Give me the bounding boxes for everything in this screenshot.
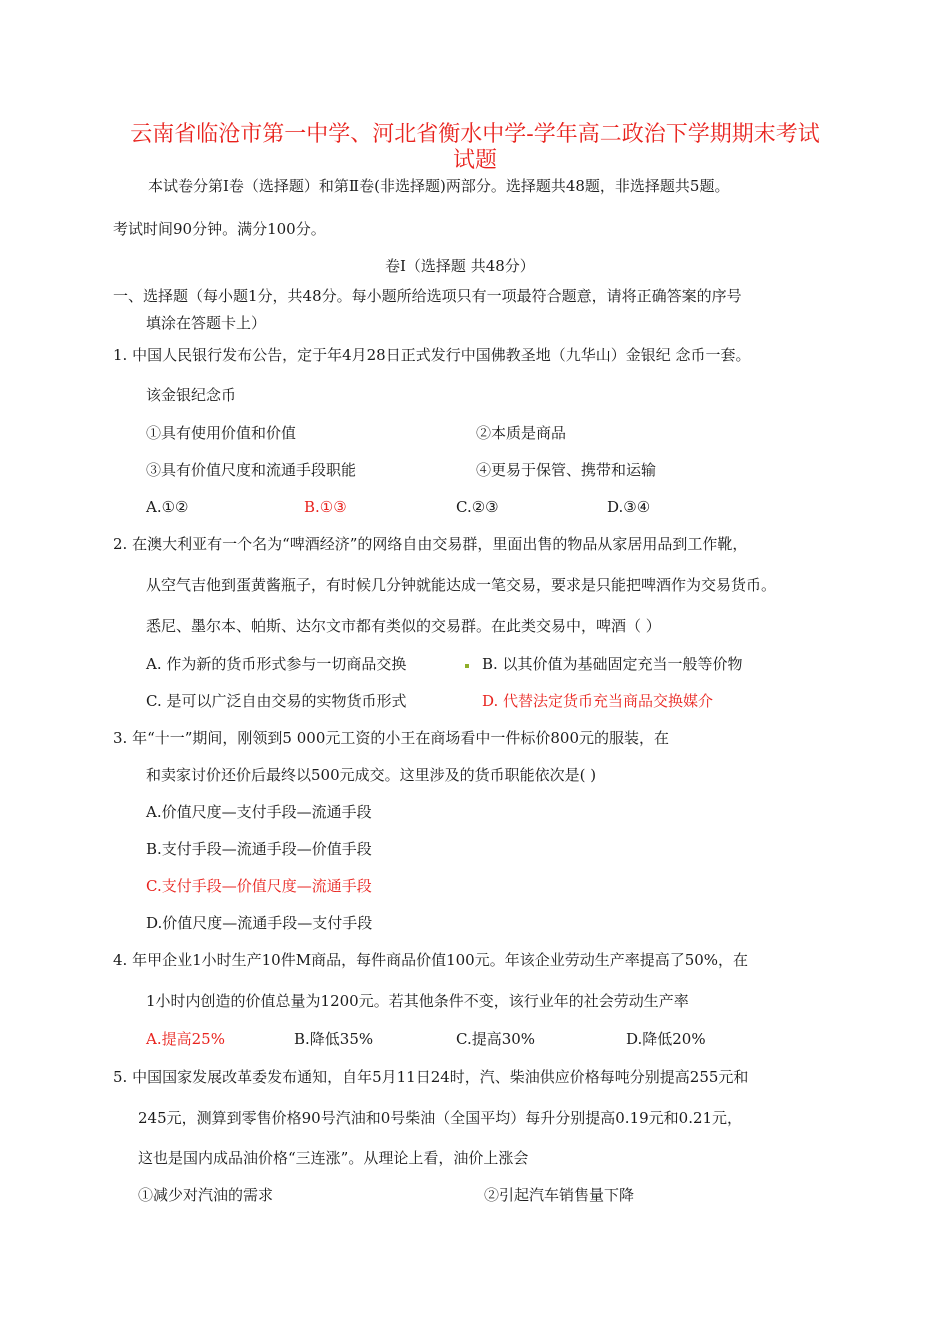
option-a: A. 作为新的货币形式参与一切商品交换 [146,655,407,673]
intro-line-2: 考试时间90分钟。满分100分。 [113,220,326,238]
statement: ③具有价值尺度和流通手段职能 [146,461,357,479]
title-line-2: 试题 [452,148,497,173]
question-text: 1小时内创造的价值总量为1200元。若其他条件不变，该行业年的社会劳动生产率 [146,992,689,1010]
question-text: 2. 在澳大利亚有一个名为“啤酒经济”的网络自由交易群，里面出售的物品从家居用品到工作靴， [113,535,748,553]
question-text: 4. 年甲企业1小时生产10件M商品，每件商品价值100元。年该企业劳动生产率提高了50%，在 [113,951,749,969]
question-text: 和卖家讨价还价后最终以500元成交。这里涉及的货币职能依次是( ) [146,766,597,784]
title-line-1: 云南省临沧市第一中学、河北省衡水中学-学年高二政治下学期期末考试 [130,122,820,147]
option-a: A.①② [146,498,189,516]
option-c: C. 是可以广泛自由交易的实物货币形式 [146,692,407,710]
intro-line-1: 本试卷分第Ⅰ卷（选择题）和第Ⅱ卷(非选择题)两部分。选择题共48题，非选择题共5题。 [148,177,730,195]
green-dot-mark [465,664,469,668]
question-text: 该金银纪念币 [146,386,237,404]
option-c: C.②③ [456,498,499,516]
option-b-answer: B.①③ [304,498,347,516]
option-b: B.降低35% [294,1030,374,1048]
question-text: 这也是国内成品油价格“三连涨”。从理论上看，油价上涨会 [138,1149,529,1167]
part-heading: 一、选择题（每小题1分，共48分。每小题所给选项只有一项最符合题意，请将正确答案的序号 [113,287,742,305]
option-b: B. 以其价值为基础固定充当一般等价物 [482,655,743,673]
statement: ④更易于保管、携带和运输 [476,461,657,479]
option-a-answer: A.提高25% [146,1030,225,1048]
statement: ①具有使用价值和价值 [146,424,297,442]
option-a: A.价值尺度—支付手段—流通手段 [146,803,372,821]
option-d: D.价值尺度—流通手段—支付手段 [146,914,373,932]
option-c: C.提高30% [456,1030,536,1048]
section-title: 卷Ⅰ（选择题 共48分） [385,257,535,275]
question-text: 3. 年“十一”期间，刚领到5 000元工资的小王在商场看中一件标价800元的服装，在 [113,729,669,747]
option-d: D.③④ [607,498,651,516]
statement: ②引起汽车销售量下降 [484,1186,635,1204]
statement: ①减少对汽油的需求 [138,1186,274,1204]
option-c-answer: C.支付手段—价值尺度—流通手段 [146,877,372,895]
part-heading-cont: 填涂在答题卡上） [146,314,267,332]
question-text: 悉尼、墨尔本、帕斯、达尔文市都有类似的交易群。在此类交易中，啤酒（ ） [146,617,661,635]
statement: ②本质是商品 [476,424,567,442]
option-b: B.支付手段—流通手段—价值手段 [146,840,372,858]
option-d-answer: D. 代替法定货币充当商品交换媒介 [482,692,714,710]
question-text: 5. 中国国家发展改革委发布通知，自年5月11日24时，汽、柴油供应价格每吨分别提高255元和 [113,1068,749,1086]
option-d: D.降低20% [626,1030,706,1048]
question-text: 1. 中国人民银行发布公告，定于年4月28日正式发行中国佛教圣地（九华山）金银纪 念币一套。 [113,346,751,364]
question-text: 从空气吉他到蛋黄酱瓶子，有时候几分钟就能达成一笔交易，要求是只能把啤酒作为交易货币。 [146,576,777,594]
question-text: 245元，测算到零售价格90号汽油和0号柴油（全国平均）每升分别提高0.19元和0.21元， [138,1109,743,1127]
